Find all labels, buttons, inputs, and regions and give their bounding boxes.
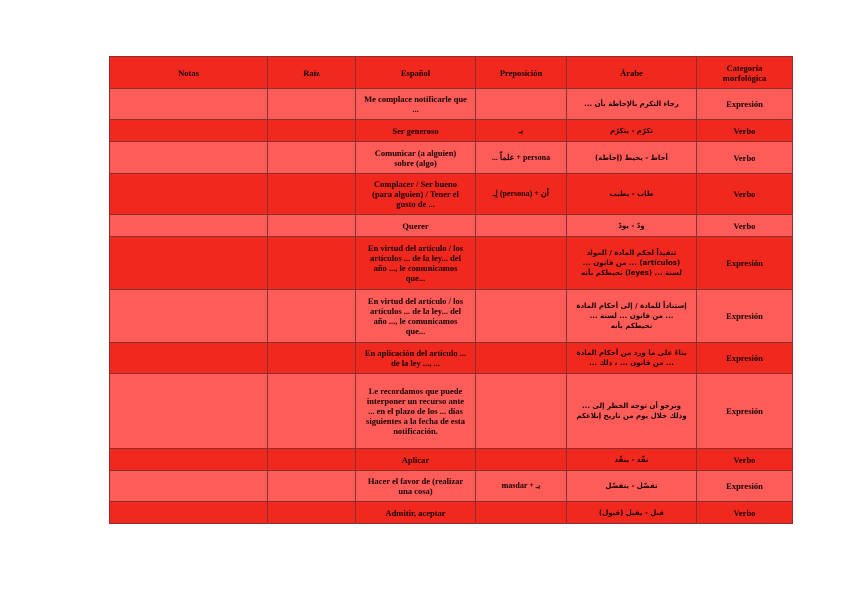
cell-raiz [268,237,356,290]
cell-preposicion [476,290,567,343]
cell-categoria: Expresión [697,343,793,374]
cell-notas [110,237,268,290]
cell-arabe: ونرجو أن توجه الخطر إلى ... وذلك خلال يوم من تاريخ إبلاغكم [567,374,697,449]
cell-espanol: Complacer / Ser bueno (para alguien) / Tener el gusto de ... [356,174,476,215]
header-arabe: Árabe [567,57,697,89]
table-body [110,89,793,524]
table-row [110,343,793,374]
cell-notas [110,120,268,142]
cell-raiz [268,290,356,343]
cell-raiz [268,343,356,374]
cell-espanol: Me complace notificarle que ... [356,89,476,120]
cell-arabe: إستناداً للمادة / إلى أحكام المادة ... من قانون ... لسنة ... نحيطكم بأنه [567,290,697,343]
cell-espanol: Querer [356,215,476,237]
cell-categoria: Verbo [697,502,793,524]
cell-espanol: En aplicación del artículo ... de la ley ..., ... [356,343,476,374]
cell-arabe: ودّ - يودّ [567,215,697,237]
cell-notas [110,374,268,449]
table-row [110,502,793,524]
cell-notas [110,343,268,374]
cell-categoria: Expresión [697,471,793,502]
table-row [110,215,793,237]
cell-categoria: Expresión [697,374,793,449]
table-row [110,449,793,471]
table-row [110,174,793,215]
header-row [110,57,793,89]
cell-notas [110,290,268,343]
table-row [110,142,793,174]
table-row [110,374,793,449]
cell-espanol: Ser generoso [356,120,476,142]
cell-arabe: تكرّم - يتكرّم [567,120,697,142]
header-notas: Notas [110,57,268,89]
cell-notas [110,502,268,524]
cell-raiz [268,374,356,449]
header-categoria: Categoría morfológica [697,57,793,89]
cell-raiz [268,89,356,120]
cell-espanol: Aplicar [356,449,476,471]
table-row [110,89,793,120]
cell-preposicion [476,89,567,120]
cell-notas [110,89,268,120]
cell-categoria: Verbo [697,120,793,142]
cell-raiz [268,502,356,524]
cell-raiz [268,449,356,471]
table-row [110,471,793,502]
cell-preposicion: بـ [476,120,567,142]
cell-categoria: Expresión [697,290,793,343]
cell-arabe: رجاء التكرم بالإحاطة بأن ... [567,89,697,120]
cell-notas [110,471,268,502]
cell-espanol: En virtud del artículo / los artículos ... de la ley... del año ..., le comunicamos que... [356,237,476,290]
cell-preposicion: ... علماً + persona [476,142,567,174]
cell-raiz [268,120,356,142]
header-preposicion: Preposición [476,57,567,89]
cell-raiz [268,471,356,502]
cell-categoria: Expresión [697,89,793,120]
cell-notas [110,174,268,215]
cell-espanol: Comunicar (a alguien) sobre (algo) [356,142,476,174]
cell-raiz [268,174,356,215]
table-header [110,57,793,89]
table-row [110,120,793,142]
cell-raiz [268,215,356,237]
cell-notas [110,142,268,174]
cell-preposicion [476,374,567,449]
cell-espanol: Admitir, aceptar [356,502,476,524]
cell-espanol: Hacer el favor de (realizar una cosa) [356,471,476,502]
header-raiz: Raíz [268,57,356,89]
cell-arabe: تفضّل - يتفضّل [567,471,697,502]
cell-categoria: Expresión [697,237,793,290]
cell-categoria: Verbo [697,142,793,174]
cell-arabe: أحاط - يحيط (إحاطة) [567,142,697,174]
cell-categoria: Verbo [697,449,793,471]
cell-arabe: طاب - يطيب [567,174,697,215]
cell-preposicion [476,237,567,290]
cell-espanol: En virtud del artículo / los artículos ... de la ley... del año ..., le comunicamos que... [356,290,476,343]
cell-preposicion [476,502,567,524]
cell-arabe: تنفيذاً لحكم المادة / المواد (artículos) ... من قانون ... لسنة ... (leyes) نحيطكم بأنه [567,237,697,290]
cell-espanol: Le recordamos que puede interponer un recurso ante ... en el plazo de los ... días siguientes a la fecha de esta notificación. [356,374,476,449]
cell-categoria: Verbo [697,174,793,215]
header-espanol: Español [356,57,476,89]
cell-arabe: بناءً على ما ورد من أحكام المادة ... من قانون ... ، ذلك ... [567,343,697,374]
cell-arabe: قبل - يقبل (قبول) [567,502,697,524]
cell-arabe: نفّذ - ينفّذ [567,449,697,471]
cell-notas [110,215,268,237]
table-row [110,237,793,290]
cell-categoria: Verbo [697,215,793,237]
cell-notas [110,449,268,471]
cell-raiz [268,142,356,174]
cell-preposicion: لِـ (persona) + أن [476,174,567,215]
cell-preposicion: masdar + بـ [476,471,567,502]
cell-preposicion [476,215,567,237]
table-row [110,290,793,343]
vocabulary-table [109,56,793,524]
cell-preposicion [476,343,567,374]
cell-preposicion [476,449,567,471]
